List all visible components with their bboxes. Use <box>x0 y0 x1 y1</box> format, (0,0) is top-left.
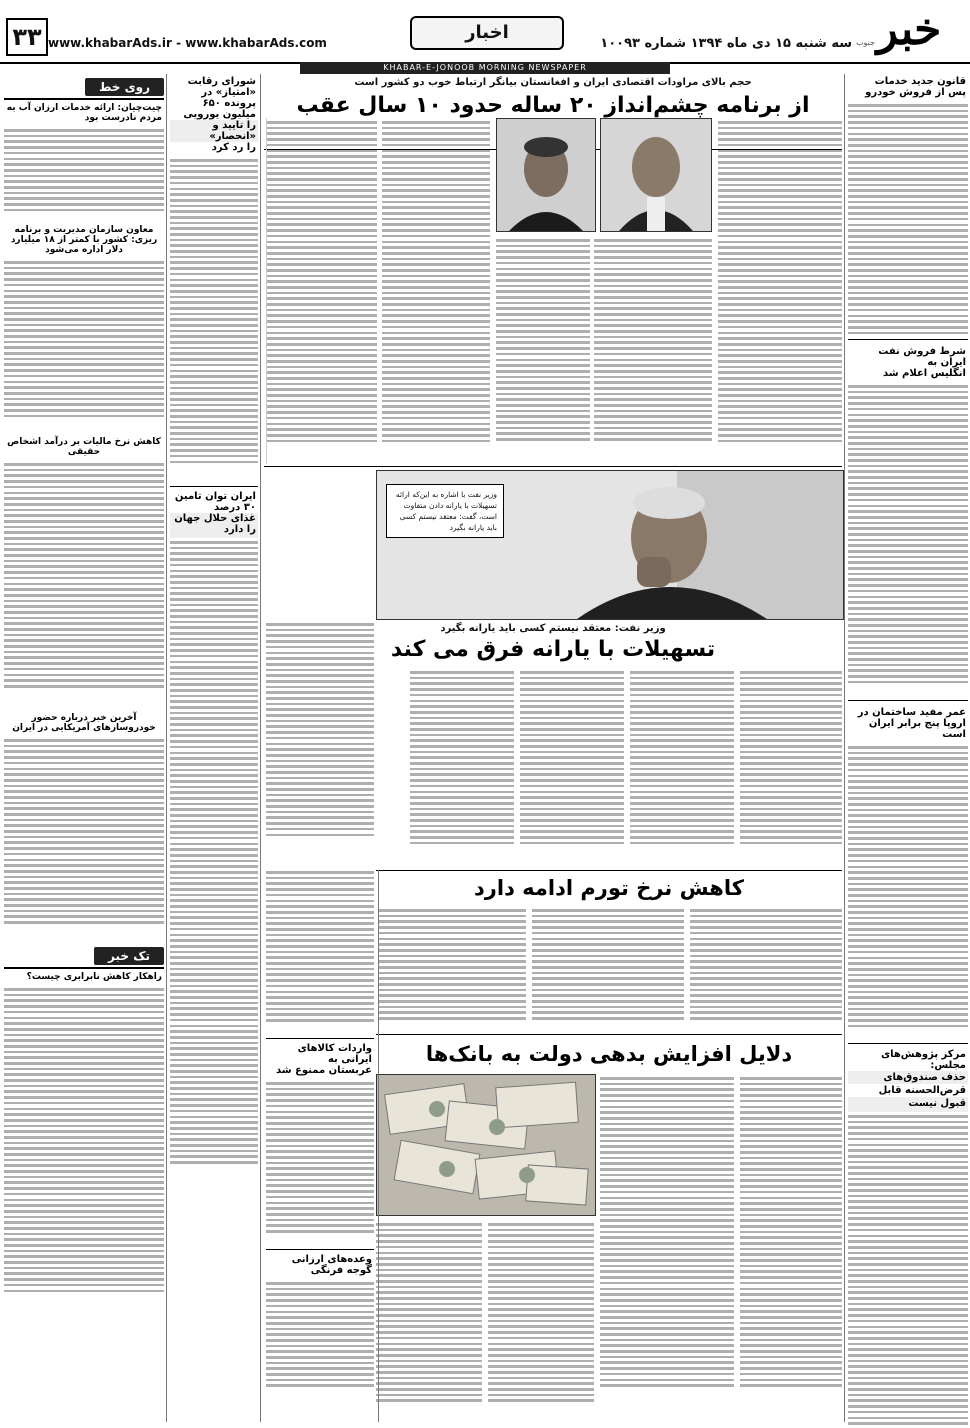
text-block <box>848 1112 968 1428</box>
midleft-head1d: را رد کرد <box>211 142 256 153</box>
oil-text-col5 <box>266 620 374 866</box>
oil-kicker: وزیر نفت: معتقد نیستم کسی باید یارانه بگیرد <box>440 623 666 634</box>
newspaper-logo: خبر <box>876 4 942 55</box>
lead-kicker: حجم بالای مراودات اقتصادی ایران و افغانستان بیانگر ارتباط خوب دو کشور است <box>354 77 752 88</box>
roye-khat-header <box>4 74 164 100</box>
inflation-text-col1 <box>690 906 842 1032</box>
lead-text-col3 <box>496 236 590 464</box>
text-block <box>848 743 968 1043</box>
oil-text-col4 <box>410 668 514 866</box>
lead-text-col2 <box>594 236 712 464</box>
left-item5: راهکار کاهش نابرابری چیست؟ <box>26 972 162 982</box>
site-url[interactable]: www.khabarAds.ir - www.khabarAds.com <box>48 36 327 50</box>
oil-text-col3 <box>520 668 624 866</box>
masthead <box>0 0 970 64</box>
midleft-head1b: پرونده ۶۵۰ میلیون یورویی <box>183 98 256 120</box>
midleft-head2b: غذای حلال جهان را دارد <box>170 513 258 538</box>
midleft-head3b: عربستان ممنوع شد <box>275 1065 372 1076</box>
right-head2b: انگلیس اعلام شد <box>882 368 966 379</box>
inflation-text-col2 <box>532 906 684 1032</box>
debt-text-col2 <box>600 1074 734 1422</box>
inflation-headline: کاهش نرخ تورم ادامه دارد <box>474 876 744 900</box>
right-head1: قانون جدید خدمات <box>874 76 966 87</box>
middle-left-column <box>266 868 374 1428</box>
debt-text-col4 <box>376 1220 482 1422</box>
oil-text-col2 <box>630 668 734 866</box>
right-head2: شرط فروش نفت ایران به <box>848 339 968 368</box>
debt-headline: دلایل افزایش بدهی دولت به بانک‌ها <box>425 1042 793 1066</box>
right-head3: عمر مفید ساختمان در <box>848 700 968 718</box>
lead-text-col4 <box>382 118 490 464</box>
section-title: اخبار <box>410 16 564 50</box>
tak-khabar-header <box>4 941 164 969</box>
debt-text-col3 <box>488 1220 594 1422</box>
masthead-strap: KHABAR-E-JONOOB MORNING NEWSPAPER <box>300 62 670 74</box>
dateline: سه شنبه ۱۵ دی ماه ۱۳۹۴ شماره ۱۰۰۹۳ <box>600 36 852 51</box>
oil-headline: تسهیلات با یارانه فرق می کند <box>390 637 716 662</box>
oil-text-col1 <box>740 668 842 866</box>
midleft-head1: شورای رقابت «امتیاز» در <box>187 76 256 98</box>
right-head4b: حذف صندوق‌های <box>848 1071 968 1084</box>
left-column <box>4 74 164 1428</box>
lead-text-col5 <box>266 118 377 464</box>
page-number: ۳۳ <box>6 18 48 56</box>
right-column <box>848 74 968 1428</box>
debt-text-col1 <box>740 1074 842 1422</box>
tag-tak-khabar: تک خبر <box>94 947 164 965</box>
midleft-head4: وعده‌های ارزانی <box>266 1249 374 1265</box>
midleft-head1c: را تایید و «انحصار» <box>170 120 258 142</box>
midleft-head2: ایران توان تامین ۳۰ درصد <box>170 486 258 513</box>
text-block <box>848 382 968 700</box>
right-head3b: اروپا پنج برابر ایران است <box>868 718 966 740</box>
photo-banknotes <box>376 1074 596 1216</box>
logo-subtitle: جنوب <box>855 38 875 47</box>
midleft-head3: واردات کالاهای ایرانی به <box>266 1038 374 1065</box>
midleft-head4b: گوجه فرنگی <box>310 1265 372 1276</box>
lead-headline: از برنامه چشم‌انداز ۲۰ ساله حدود ۱۰ سال عقب <box>264 91 842 150</box>
right-head4d: قبول نیست <box>848 1097 968 1112</box>
left-item3: کاهش نرخ مالیات بر درآمد اشخاص حقیقی <box>7 437 161 457</box>
second-column <box>170 74 258 1428</box>
photo-abdullah <box>496 118 596 232</box>
oil-pull-quote: وزیر نفت با اشاره به این‌که ارائه تسهیلات با یارانه دادن متفاوت است، گفت: معتقد نیستم کسی باید یارانه بگیرد <box>386 484 504 538</box>
text-block <box>848 101 968 339</box>
right-head4: مرکز پژوهش‌های مجلس: <box>848 1043 968 1071</box>
left-item4: آخرین خبر درباره حضور خودروسازهای آمریکایی در ایران <box>12 713 156 733</box>
photo-jahangiri <box>600 118 712 232</box>
right-head1b: پس از فروش خودرو <box>865 87 966 98</box>
inflation-text-col3 <box>378 906 526 1032</box>
left-item2: معاون سازمان مدیریت و برنامه ریزی: کشور با کمتر از ۱۸ میلیارد دلار اداره می‌شود <box>10 225 158 255</box>
lead-text-col1 <box>718 118 842 464</box>
tag-roye-khat: روی خط <box>85 78 164 96</box>
left-item1: چیت‌چیان: ارائه خدمات ارزان آب به مردم نادرست بود <box>6 103 162 123</box>
right-head4c: قرض‌الحسنه قابل <box>878 1085 966 1096</box>
